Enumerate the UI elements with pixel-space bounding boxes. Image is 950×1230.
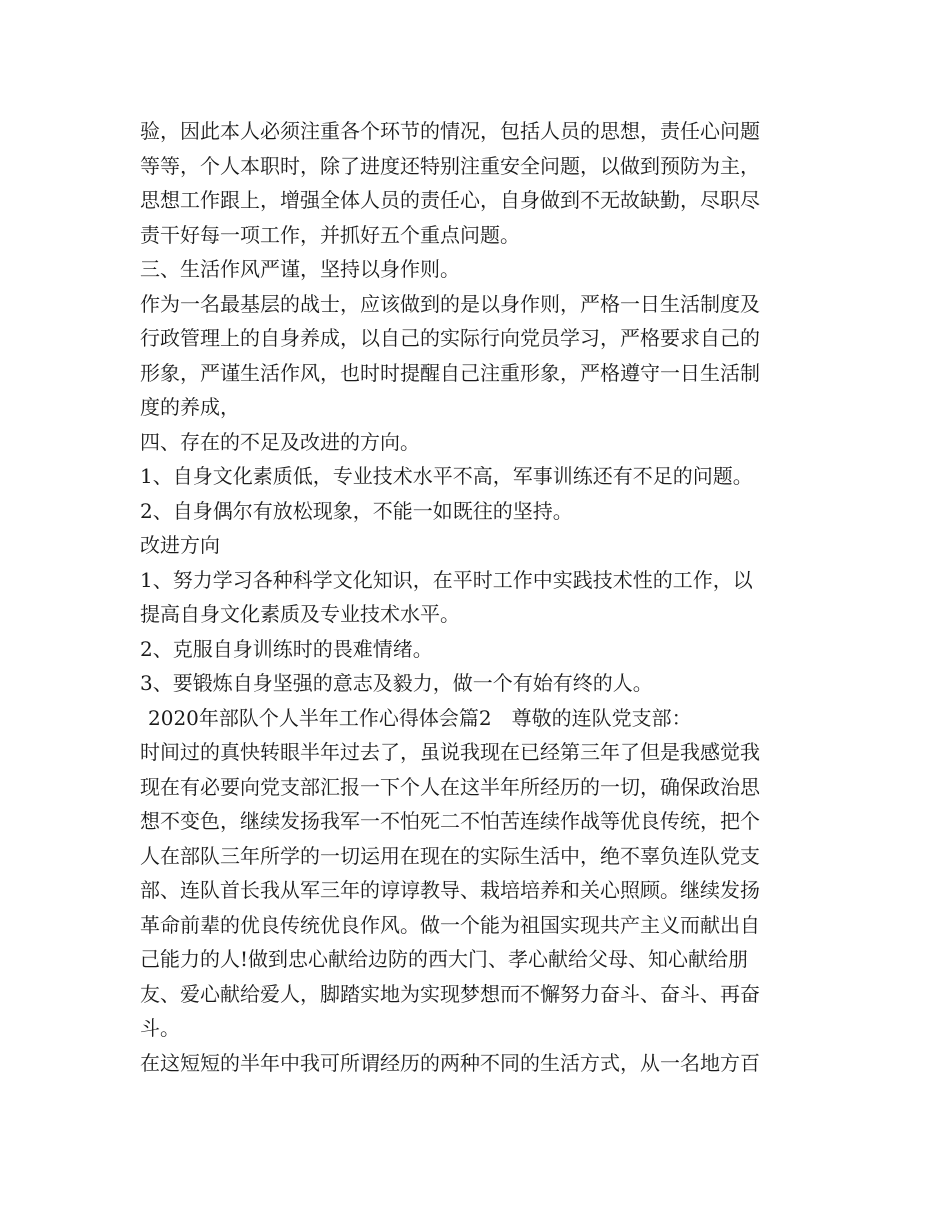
list-item: 2、自身偶尔有放松现象，不能一如既往的坚持。 <box>140 498 573 523</box>
text-line: 时间过的真快转眼半年过去了，虽说我现在已经第三年了但是我感觉我 <box>140 740 760 764</box>
list-item: 2、克服自身训练时的畏难情绪。 <box>140 636 433 661</box>
article-title: 2020年部队个人半年工作心得体会篇2 尊敬的连队党支部： <box>148 705 692 730</box>
text-line: 行政管理上的自身养成，以自己的实际行向党员学习，严格要求自己的 <box>140 326 760 350</box>
text-line: 己能力的人!做到忠心献给边防的西大门、孝心献给父母、知心献给朋 <box>140 947 749 971</box>
list-item: 3、要锻炼自身坚强的意志及毅力，做一个有始有终的人。 <box>140 671 653 695</box>
text-line: 现在有必要向党支部汇报一下个人在这半年所经历的一切，确保政治思 <box>140 774 760 799</box>
text-line: 度的养成， <box>140 395 240 419</box>
text-line: 验，因此本人必须注重各个环节的情况，包括人员的思想，责任心问题 <box>140 119 760 143</box>
text-line: 提高自身文化素质及专业技术水平。 <box>140 602 460 626</box>
list-item: 1、自身文化素质低，专业技术水平不高，军事训练还有不足的问题。 <box>140 464 753 488</box>
section-heading: 四、存在的不足及改进的方向。 <box>140 429 420 454</box>
text-line: 想不变色，继续发扬我军一不怕死二不怕苦连续作战等优良传统，把个 <box>140 809 760 833</box>
text-line: 友、爱心献给爱人，脚踏实地为实现梦想而不懈努力奋斗、奋斗、再奋 <box>140 981 760 1006</box>
text-line: 人在部队三年所学的一切运用在现在的实际生活中，绝不辜负连队党支 <box>140 843 760 868</box>
text-line: 革命前辈的优良传统优良作风。做一个能为祖国实现共产主义而献出自 <box>140 912 760 937</box>
section-heading: 三、生活作风严谨，坚持以身作则。 <box>140 257 460 281</box>
text-line: 责干好每一项工作，并抓好五个重点问题。 <box>140 222 520 247</box>
text-line: 在这短短的半年中我可所谓经历的两种不同的生活方式，从一名地方百 <box>140 1050 760 1075</box>
document-page <box>140 114 820 1080</box>
text-line: 形象，严谨生活作风，也时时提醒自己注重形象，严格遵守一日生活制 <box>140 360 760 385</box>
list-item: 1、努力学习各种科学文化知识，在平时工作中实践技术性的工作，以 <box>140 567 753 592</box>
text-line: 等等，个人本职时，除了进度还特别注重安全问题，以做到预防为主， <box>140 153 760 178</box>
text-line: 作为一名最基层的战士，应该做到的是以身作则，严格一日生活制度及 <box>140 291 760 316</box>
text-line: 斗。 <box>140 1016 180 1040</box>
text-line: 思想工作跟上，增强全体人员的责任心，自身做到不无故缺勤，尽职尽 <box>140 188 760 212</box>
section-heading: 改进方向 <box>140 533 220 557</box>
text-line: 部、连队首长我从军三年的谆谆教导、栽培培养和关心照顾。继续发扬 <box>140 878 760 902</box>
